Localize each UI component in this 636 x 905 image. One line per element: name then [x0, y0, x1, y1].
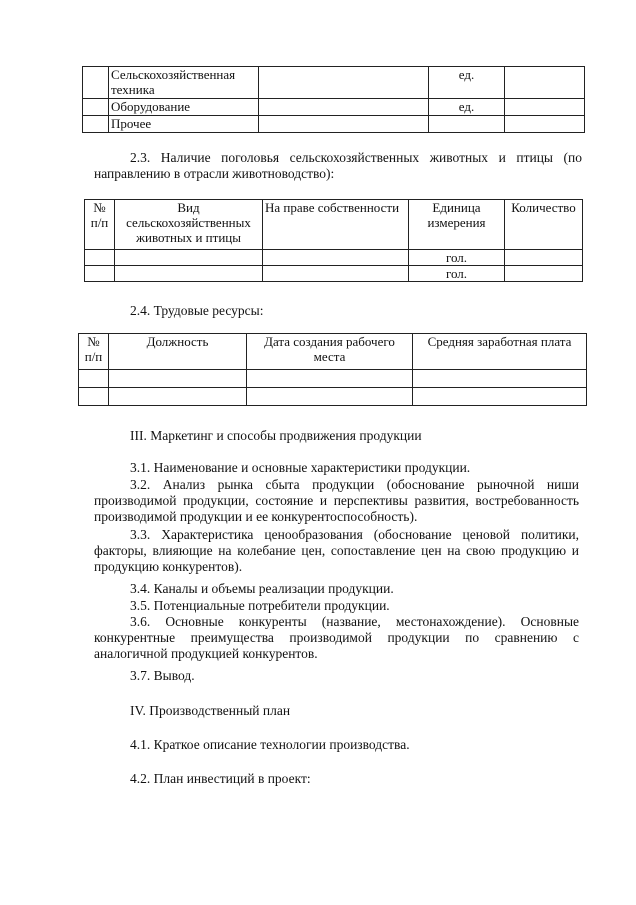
equipment-name: Оборудование [109, 99, 259, 116]
paragraph-3-5: 3.5. Потенциальные потребители продукции. [130, 598, 390, 613]
livestock-unit: гол. [409, 250, 505, 266]
paragraph-3-1: 3.1. Наименование и основные характеристики продукции. [130, 460, 471, 475]
livestock-table [84, 199, 583, 282]
table-row [83, 116, 585, 133]
equipment-name: Сельскохозяйственная техника [109, 67, 259, 99]
section-2-3-heading: 2.3. Наличие поголовья сельскохозяйственных животных и птицы (по направлению в отрасли животноводство): [94, 150, 582, 181]
col-type-header: Вид сельскохозяйственных животных и птицы [115, 200, 263, 250]
equipment-unit: ед. [429, 67, 505, 99]
table-row [79, 370, 587, 388]
paragraph-3-6: 3.6. Основные конкуренты (название, местонахождение). Основные конкурентные преимущества производимой продукции по сравнению с аналогичной продукцией конкурентов. [94, 614, 579, 661]
equipment-unit: ед. [429, 99, 505, 116]
equipment-table [82, 66, 585, 133]
col-date-header: Дата создания рабочего места [247, 334, 413, 370]
section-4-title: IV. Производственный план [130, 703, 291, 718]
col-unit-header: Единица измерения [409, 200, 505, 250]
table-row [85, 266, 583, 282]
labor-table [78, 333, 587, 406]
col-num-header: № п/п [79, 334, 109, 370]
paragraph-3-3: 3.3. Характеристика ценообразования (обоснование ценовой политики, факторы, влияющие на колебание цен, сопоставление цен на свою продукцию и продукцию конкурентов). [94, 527, 579, 574]
table-row [79, 388, 587, 406]
table-row [83, 99, 585, 116]
col-salary-header: Средняя заработная плата [413, 334, 587, 370]
section-2-4-heading: 2.4. Трудовые ресурсы: [130, 303, 264, 318]
section-3-title: III. Маркетинг и способы продвижения продукции [130, 428, 422, 443]
col-position-header: Должность [109, 334, 247, 370]
table-row [83, 67, 585, 99]
paragraph-4-2: 4.2. План инвестиций в проект: [130, 771, 311, 786]
table-header-row [79, 334, 587, 370]
equipment-unit [429, 116, 505, 133]
paragraph-3-7: 3.7. Вывод. [130, 668, 195, 683]
paragraph-3-2: 3.2. Анализ рынка сбыта продукции (обоснование рыночной ниши производимой продукции, состояние и перспективы развития, востребованность производимой продукции и ее конкурентоспособность). [94, 477, 579, 524]
table-header-row [85, 200, 583, 250]
col-qty-header: Количество [505, 200, 583, 250]
col-num-header: № п/п [85, 200, 115, 250]
livestock-unit: гол. [409, 266, 505, 282]
table-row [85, 250, 583, 266]
paragraph-3-4: 3.4. Каналы и объемы реализации продукции. [130, 581, 394, 596]
col-ownership-header: На праве собственности [263, 200, 409, 250]
paragraph-4-1: 4.1. Краткое описание технологии производства. [130, 737, 410, 752]
equipment-name: Прочее [109, 116, 259, 133]
